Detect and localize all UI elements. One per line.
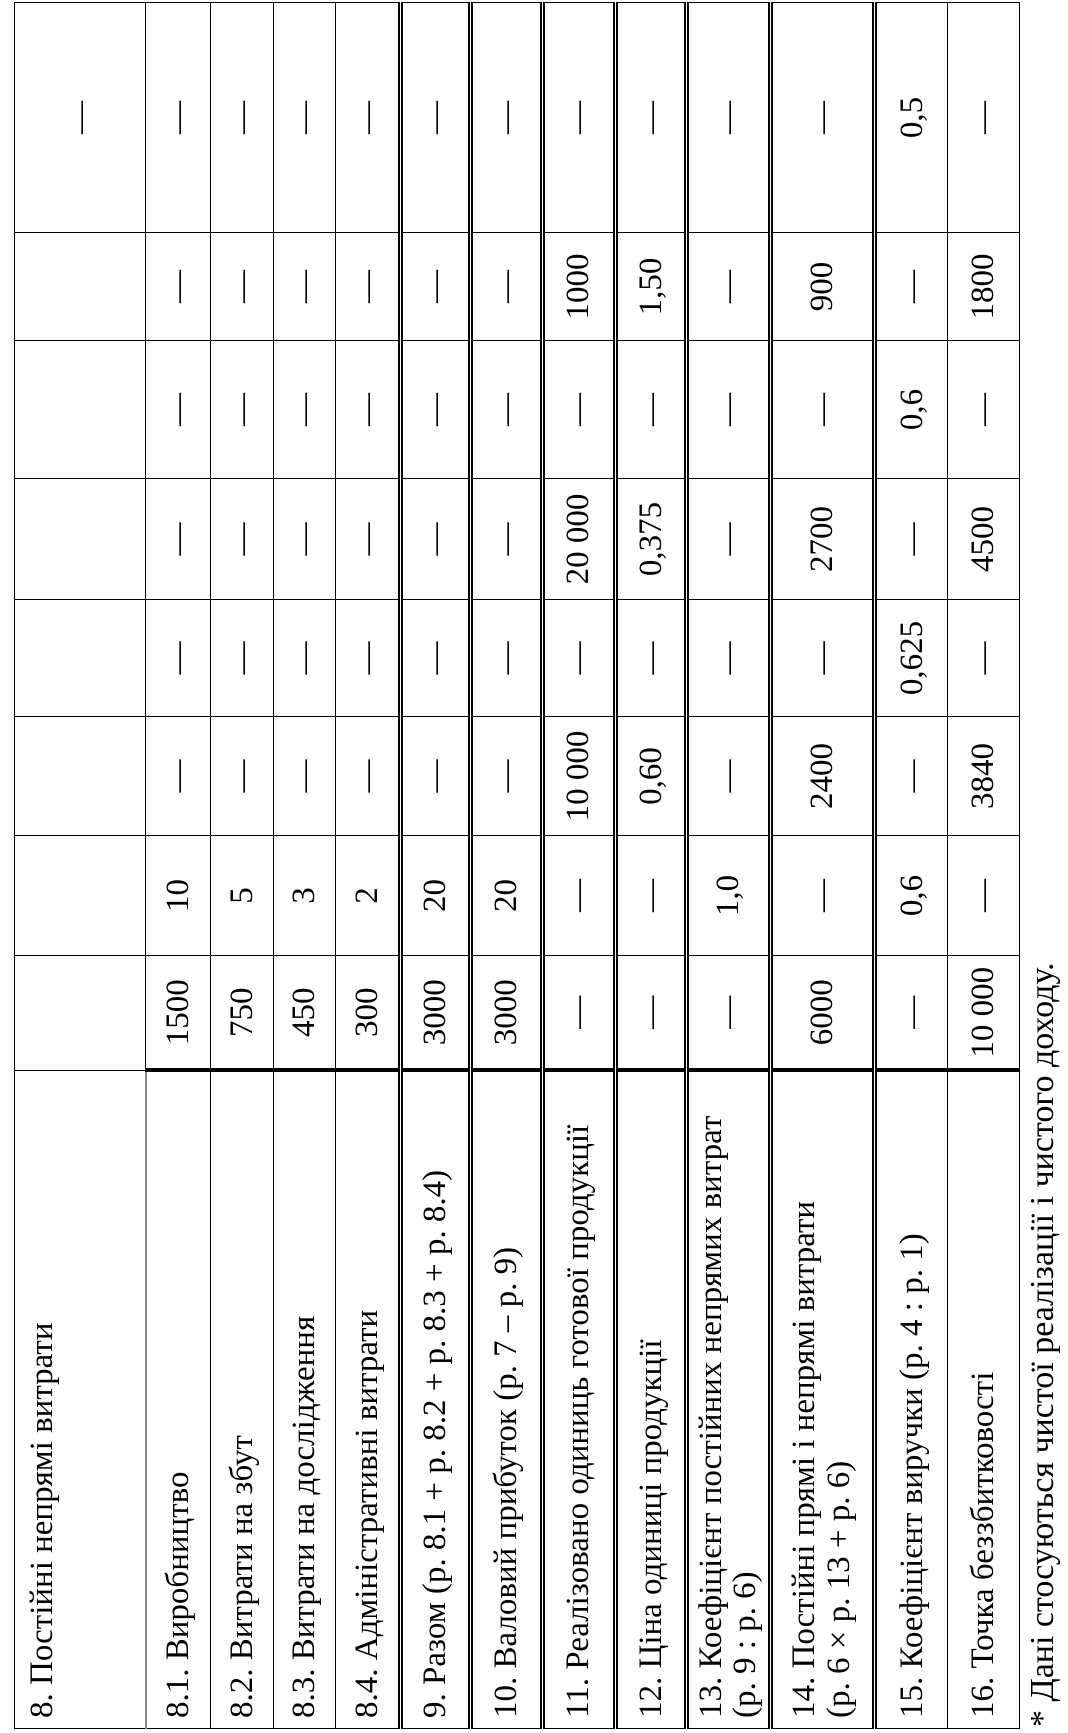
cell-value: 900 <box>770 233 874 341</box>
cell-value: 20 <box>471 836 543 956</box>
cell-value: 300 <box>335 956 400 1071</box>
cell-value: — <box>471 233 543 341</box>
cell-value: — <box>874 479 948 600</box>
cell-value: — <box>274 3 336 233</box>
row-label: 12. Ціна одиниці продукції <box>615 1071 687 1729</box>
row-label: 14. Постійні прямі і непрямі витрати (р. 6 × р. 13 + р. 6) <box>770 1071 874 1729</box>
cell-value: — <box>471 341 543 479</box>
cell-value <box>15 233 146 341</box>
cell-value: — <box>687 956 770 1071</box>
cell-value: 0,375 <box>615 479 687 600</box>
row-label: 8.3. Витрати на дослідження <box>274 1071 336 1729</box>
cell-value: 1800 <box>948 233 1020 341</box>
cell-value: — <box>542 836 615 956</box>
cell-value: — <box>948 3 1020 233</box>
row-label: 11. Реалізовано одиниць готової продукції <box>542 1071 615 1729</box>
cell-value: 2700 <box>770 479 874 600</box>
cell-value: — <box>615 836 687 956</box>
table-row <box>211 3 274 1729</box>
cell-value: 0,6 <box>874 341 948 479</box>
cost-table <box>14 2 1020 1729</box>
table-row <box>471 3 543 1729</box>
cell-value <box>15 479 146 600</box>
cell-value: — <box>615 341 687 479</box>
cell-value: — <box>687 600 770 717</box>
cell-value: 5 <box>211 836 274 956</box>
cell-value: — <box>211 3 274 233</box>
row-label: 8.2. Витрати на збут <box>211 1071 274 1729</box>
cell-value: 20 000 <box>542 479 615 600</box>
cell-value: — <box>471 479 543 600</box>
cell-value: — <box>335 479 400 600</box>
row-label: 10. Валовий прибуток (р. 7 – р. 9) <box>471 1071 543 1729</box>
cell-value: — <box>948 836 1020 956</box>
cell-value: — <box>211 479 274 600</box>
cell-value: 0,5 <box>874 3 948 233</box>
cell-value: — <box>146 233 211 341</box>
cell-value: — <box>615 3 687 233</box>
cell-value: — <box>542 341 615 479</box>
table-row <box>542 3 615 1729</box>
cell-value: — <box>874 717 948 836</box>
cell-value: — <box>770 600 874 717</box>
cell-value: — <box>770 341 874 479</box>
table-row <box>874 3 948 1729</box>
cell-value: 10 000 <box>948 956 1020 1071</box>
cell-value: 2400 <box>770 717 874 836</box>
cell-value: — <box>211 600 274 717</box>
rotated-content <box>0 3 1068 1729</box>
cell-value: 3000 <box>471 956 543 1071</box>
cell-value: 450 <box>274 956 336 1071</box>
cell-value: 6000 <box>770 956 874 1071</box>
cell-value: — <box>687 717 770 836</box>
cell-value: — <box>400 233 470 341</box>
footnote: * Дані стосуються чистої реалізації і чистого доходу. <box>1024 962 1061 1727</box>
table-row <box>15 3 146 1729</box>
cell-value: — <box>335 341 400 479</box>
table-row <box>948 3 1020 1729</box>
cell-value: — <box>542 600 615 717</box>
cell-value: — <box>615 956 687 1071</box>
cell-value: — <box>146 479 211 600</box>
cell-value: — <box>400 479 470 600</box>
table-row <box>274 3 336 1729</box>
cell-value: — <box>335 233 400 341</box>
cell-value <box>15 600 146 717</box>
cell-value: 0,625 <box>874 600 948 717</box>
cell-value <box>15 341 146 479</box>
cell-value: — <box>274 479 336 600</box>
cell-value: 10 000 <box>542 717 615 836</box>
cell-value: — <box>615 600 687 717</box>
cell-value <box>15 836 146 956</box>
cell-value: 1,0 <box>687 836 770 956</box>
cell-value: — <box>400 341 470 479</box>
table-row <box>335 3 400 1729</box>
table-row <box>687 3 770 1729</box>
cell-value: 3840 <box>948 717 1020 836</box>
cell-value: — <box>400 600 470 717</box>
cell-value: — <box>542 956 615 1071</box>
cell-value: — <box>874 233 948 341</box>
cell-value: 1000 <box>542 233 615 341</box>
table-body <box>15 3 1020 1729</box>
row-label: 8. Постійні непрямі витрати <box>15 1071 146 1729</box>
cell-value: — <box>471 600 543 717</box>
row-label: 16. Точка беззбитковості <box>948 1071 1020 1729</box>
cell-value: — <box>687 233 770 341</box>
cell-value: — <box>146 717 211 836</box>
row-label: 9. Разом (р. 8.1 + р. 8.2 + р. 8.3 + р. 8.4) <box>400 1071 470 1729</box>
cell-value: — <box>211 717 274 836</box>
cell-value: — <box>687 3 770 233</box>
cell-value: 3000 <box>400 956 470 1071</box>
table-frame <box>14 3 1020 1729</box>
cell-value: 20 <box>400 836 470 956</box>
cell-value: — <box>146 3 211 233</box>
table-row <box>146 3 211 1729</box>
cell-value: — <box>948 341 1020 479</box>
cell-value: — <box>400 3 470 233</box>
cell-value: — <box>948 600 1020 717</box>
cell-value: 750 <box>211 956 274 1071</box>
cell-value: 2 <box>335 836 400 956</box>
cell-value: — <box>274 233 336 341</box>
cell-value: — <box>770 836 874 956</box>
table-row <box>770 3 874 1729</box>
cell-value <box>15 956 146 1071</box>
cell-value <box>15 717 146 836</box>
cell-value: 1,50 <box>615 233 687 341</box>
cell-value: 0,60 <box>615 717 687 836</box>
cell-value: — <box>335 717 400 836</box>
row-label: 13. Коефіцієнт постійних непрямих витрат (р. 9 : р. 6) <box>687 1071 770 1729</box>
cell-value: — <box>274 717 336 836</box>
cell-value: — <box>335 3 400 233</box>
row-label: 8.4. Адміністративні витрати <box>335 1071 400 1729</box>
cell-value: — <box>471 717 543 836</box>
cell-value: — <box>542 3 615 233</box>
row-label: 15. Коефіцієнт виручки (р. 4 : р. 1) <box>874 1071 948 1729</box>
cell-value: — <box>146 600 211 717</box>
cell-value: — <box>146 341 211 479</box>
row-label: 8.1. Виробництво <box>146 1071 211 1729</box>
cell-value: — <box>211 341 274 479</box>
cell-value: — <box>211 233 274 341</box>
cell-value: 1500 <box>146 956 211 1071</box>
cell-value: — <box>400 717 470 836</box>
cell-value: — <box>274 341 336 479</box>
cell-value: — <box>874 956 948 1071</box>
cell-value: — <box>274 600 336 717</box>
cell-value: 0,6 <box>874 836 948 956</box>
cell-value: — <box>770 3 874 233</box>
table-row <box>615 3 687 1729</box>
cell-value: — <box>687 479 770 600</box>
cell-value: — <box>471 3 543 233</box>
cell-value: — <box>687 341 770 479</box>
cell-value: — <box>335 600 400 717</box>
cell-value: 3 <box>274 836 336 956</box>
cell-value: 10 <box>146 836 211 956</box>
table-row <box>400 3 470 1729</box>
cell-value: — <box>15 3 146 233</box>
cell-value: 4500 <box>948 479 1020 600</box>
